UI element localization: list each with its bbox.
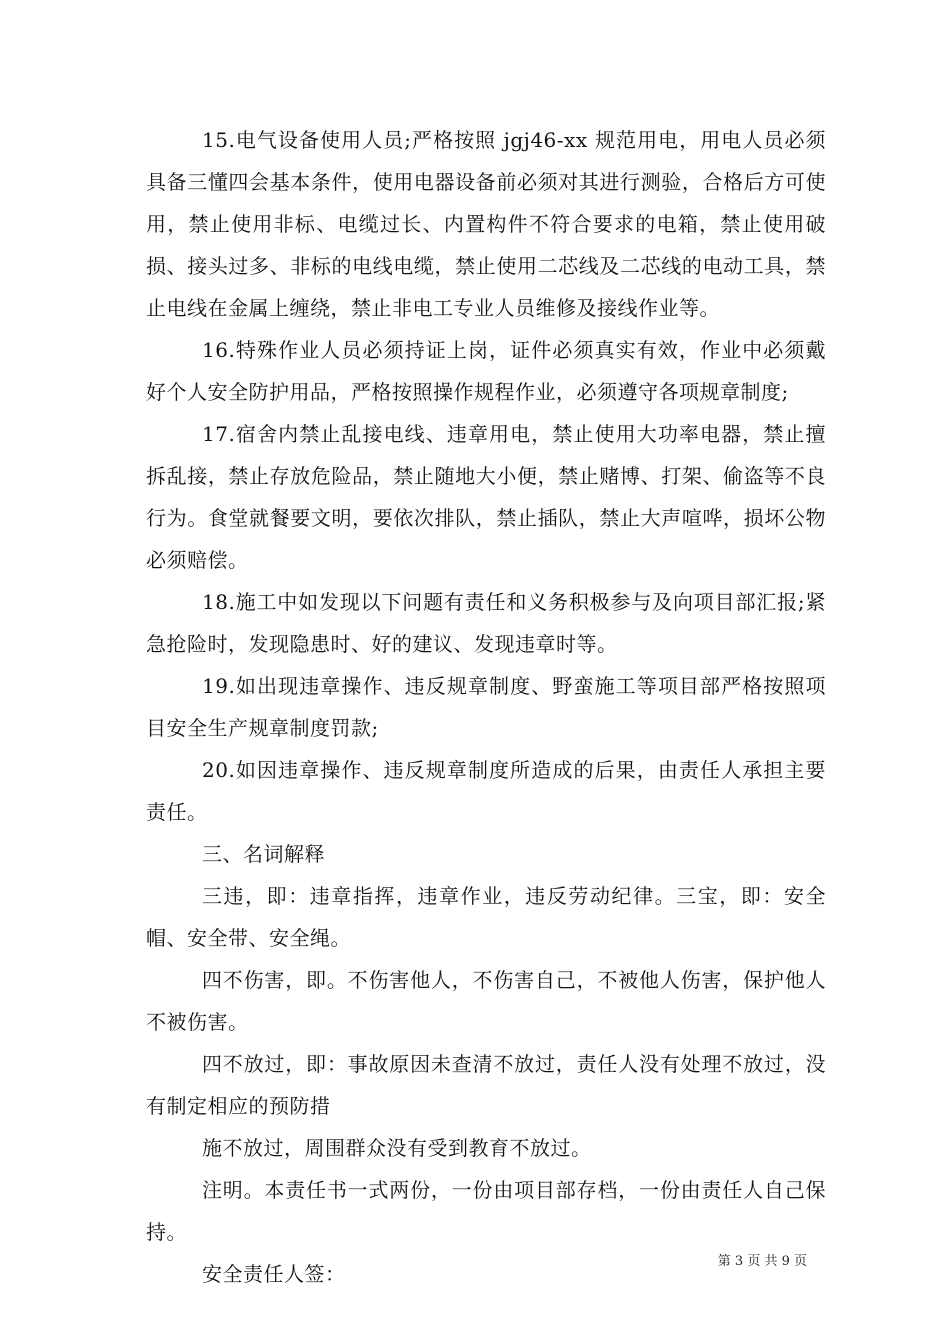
paragraph-rule-15: 15.电气设备使用人员;严格按照 jgj46-xx 规范用电，用电人员必须具备三懂四会基本条件，使用电器设备前必须对其进行测验，合格后方可使用，禁止使用非标、电缆过长、内置构件不符合要求的电箱，禁止使用破损、接头过多、非标的电线电缆，禁止使用二芯线及二芯线的电动工具，禁止电线在金属上缠绕，禁止非电工专业人员维修及接线作业等。 [146, 128, 826, 320]
page-number: 第 3 页 共 9 页 [717, 1254, 807, 1269]
paragraph-rule-16: 16.特殊作业人员必须持证上岗，证件必须真实有效，作业中必须戴好个人安全防护用品，严格按照操作规程作业，必须遵守各项规章制度; [146, 338, 826, 404]
paragraph-three-violations: 三违，即：违章指挥，违章作业，违反劳动纪律。三宝，即：安全帽、安全带、安全绳。 [146, 884, 826, 950]
paragraph-note: 注明。本责任书一式两份，一份由项目部存档，一份由责任人自己保持。 [146, 1178, 826, 1244]
section-heading-terms: 三、名词解释 [202, 842, 325, 866]
paragraph-four-no-pass-cont: 施不放过，周围群众没有受到教育不放过。 [202, 1136, 592, 1160]
paragraph-rule-18: 18.施工中如发现以下问题有责任和义务积极参与及向项目部汇报;紧急抢险时，发现隐患时、好的建议、发现违章时等。 [146, 590, 826, 656]
paragraph-four-no-harm: 四不伤害，即。不伤害他人，不伤害自己，不被他人伤害，保护他人不被伤害。 [146, 968, 826, 1034]
paragraph-four-no-pass: 四不放过，即：事故原因未查清不放过，责任人没有处理不放过，没有制定相应的预防措 [146, 1052, 826, 1118]
paragraph-rule-19: 19.如出现违章操作、违反规章制度、野蛮施工等项目部严格按照项目安全生产规章制度罚款; [146, 674, 826, 740]
paragraph-rule-20: 20.如因违章操作、违反规章制度所造成的后果，由责任人承担主要责任。 [146, 758, 826, 824]
paragraph-signature: 安全责任人签： [202, 1262, 346, 1286]
paragraph-rule-17: 17.宿舍内禁止乱接电线、违章用电，禁止使用大功率电器，禁止擅拆乱接，禁止存放危险品，禁止随地大小便，禁止赌博、打架、偷盗等不良行为。食堂就餐要文明，要依次排队，禁止插队，禁止大声喧哗，损坏公物必须赔偿。 [146, 422, 826, 572]
document-body [146, 119, 826, 1295]
